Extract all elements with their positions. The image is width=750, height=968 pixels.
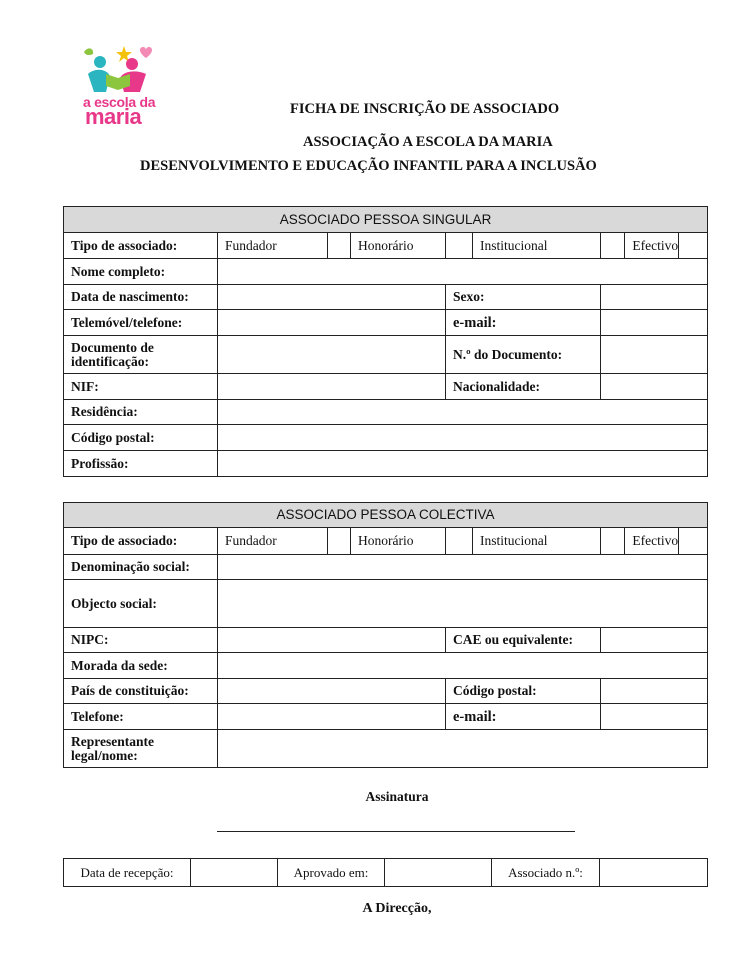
postal-code-field[interactable] — [218, 425, 708, 451]
profession-field[interactable] — [218, 451, 708, 477]
email-label: e-mail: — [446, 310, 601, 336]
efectivo-checkbox[interactable] — [679, 233, 707, 258]
honorario-checkbox[interactable] — [446, 233, 473, 258]
collective-option-pair-efectivo — [601, 528, 708, 555]
headquarters-address-field[interactable] — [218, 653, 708, 679]
approved-on-label: Aprovado em: — [278, 859, 385, 887]
collective-option-pair-honorario — [328, 528, 446, 555]
option-pair-institucional — [446, 233, 601, 259]
member-number-field[interactable] — [600, 859, 708, 887]
collective-option-fundador-label: Fundador — [218, 528, 328, 555]
nif-field[interactable] — [218, 374, 446, 400]
full-name-field[interactable] — [218, 259, 708, 285]
collective-postal-code-field[interactable] — [601, 679, 708, 704]
residence-label: Residência: — [64, 400, 218, 425]
collective-honorario-checkbox[interactable] — [446, 528, 473, 554]
collective-phone-field[interactable] — [218, 704, 446, 730]
member-number-label: Associado n.º: — [492, 859, 600, 887]
cae-field[interactable] — [601, 628, 708, 653]
signature-label — [0, 789, 750, 805]
profession-label: Profissão: — [64, 451, 218, 477]
company-purpose-label: Objecto social: — [64, 580, 218, 628]
nif-label: NIF: — [64, 374, 218, 400]
sex-field[interactable] — [601, 285, 708, 310]
option-pair-efectivo — [601, 233, 708, 259]
collective-member-type-label: Tipo de associado: — [64, 528, 218, 555]
phone-label: Telemóvel/telefone: — [64, 310, 218, 336]
company-purpose-field[interactable] — [218, 580, 708, 628]
document-number-field[interactable] — [601, 336, 708, 374]
company-name-field[interactable] — [218, 555, 708, 580]
logo-text-line2: maria — [85, 104, 142, 129]
collective-option-honorario-label: Honorário — [358, 533, 414, 548]
logo-text-line1: a escola da — [83, 94, 156, 110]
member-type-label: Tipo de associado: — [64, 233, 218, 259]
logo-figures-icon — [80, 44, 156, 96]
reception-date-field[interactable] — [191, 859, 278, 887]
collective-email-label: e-mail: — [446, 704, 601, 730]
collective-fundador-checkbox[interactable] — [328, 528, 351, 554]
signature-label-text: Assinatura — [365, 789, 429, 804]
fundador-checkbox[interactable] — [328, 233, 351, 258]
phone-field[interactable] — [218, 310, 446, 336]
cae-label: CAE ou equivalente: — [446, 628, 601, 653]
signature-line[interactable] — [217, 831, 575, 832]
sex-label: Sexo: — [446, 285, 601, 310]
collective-heading: ASSOCIADO PESSOA COLECTIVA — [64, 503, 708, 528]
option-fundador-label: Fundador — [218, 233, 328, 259]
organization-name: ASSOCIAÇÃO A ESCOLA DA MARIA — [303, 134, 553, 150]
birth-date-label: Data de nascimento: — [64, 285, 218, 310]
nationality-label: Nacionalidade: — [446, 374, 601, 400]
postal-code-label: Código postal: — [64, 425, 218, 451]
country-label: País de constituição: — [64, 679, 218, 704]
closing-container — [0, 901, 750, 917]
organization-subtitle: DESENVOLVIMENTO E EDUCAÇÃO INFANTIL PARA A INCLUSÃO — [140, 158, 597, 174]
option-efectivo-label: Efectivo — [625, 233, 679, 258]
email-field[interactable] — [601, 310, 708, 336]
closing-text: A Direcção, — [362, 901, 432, 916]
nipc-label: NIPC: — [64, 628, 218, 653]
birth-date-field[interactable] — [218, 285, 446, 310]
collective-option-pair-institucional — [446, 528, 601, 555]
collective-email-field[interactable] — [601, 704, 708, 730]
collective-member-table — [63, 502, 708, 768]
singular-member-table — [63, 206, 708, 477]
option-institucional-label: Institucional — [480, 237, 548, 253]
id-document-label: Documento de identificação: — [64, 336, 218, 374]
institucional-checkbox[interactable] — [601, 233, 625, 258]
singular-heading: ASSOCIADO PESSOA SINGULAR — [64, 207, 708, 233]
form-title: FICHA DE INSCRIÇÃO DE ASSOCIADO — [290, 101, 560, 117]
legal-representative-field[interactable] — [218, 730, 708, 768]
id-document-field[interactable] — [218, 336, 446, 374]
office-use-table — [63, 858, 708, 887]
option-pair-honorario — [328, 233, 446, 259]
legal-representative-label: Representante legal/nome: — [64, 730, 218, 768]
company-name-label: Denominação social: — [64, 555, 218, 580]
collective-phone-label: Telefone: — [64, 704, 218, 730]
full-name-label: Nome completo: — [64, 259, 218, 285]
residence-field[interactable] — [218, 400, 708, 425]
approved-on-field[interactable] — [385, 859, 492, 887]
collective-efectivo-checkbox[interactable] — [679, 528, 707, 554]
headquarters-address-label: Morada da sede: — [64, 653, 218, 679]
country-field[interactable] — [218, 679, 446, 704]
option-honorario-label: Honorário — [358, 237, 414, 253]
nipc-field[interactable] — [218, 628, 446, 653]
nationality-field[interactable] — [601, 374, 708, 400]
collective-institucional-checkbox[interactable] — [601, 528, 625, 554]
reception-date-label: Data de recepção: — [64, 859, 191, 887]
collective-option-efectivo-label: Efectivo — [625, 528, 679, 554]
document-number-label: N.º do Documento: — [446, 336, 601, 374]
collective-option-institucional-label: Institucional — [480, 533, 548, 548]
collective-postal-code-label: Código postal: — [446, 679, 601, 704]
